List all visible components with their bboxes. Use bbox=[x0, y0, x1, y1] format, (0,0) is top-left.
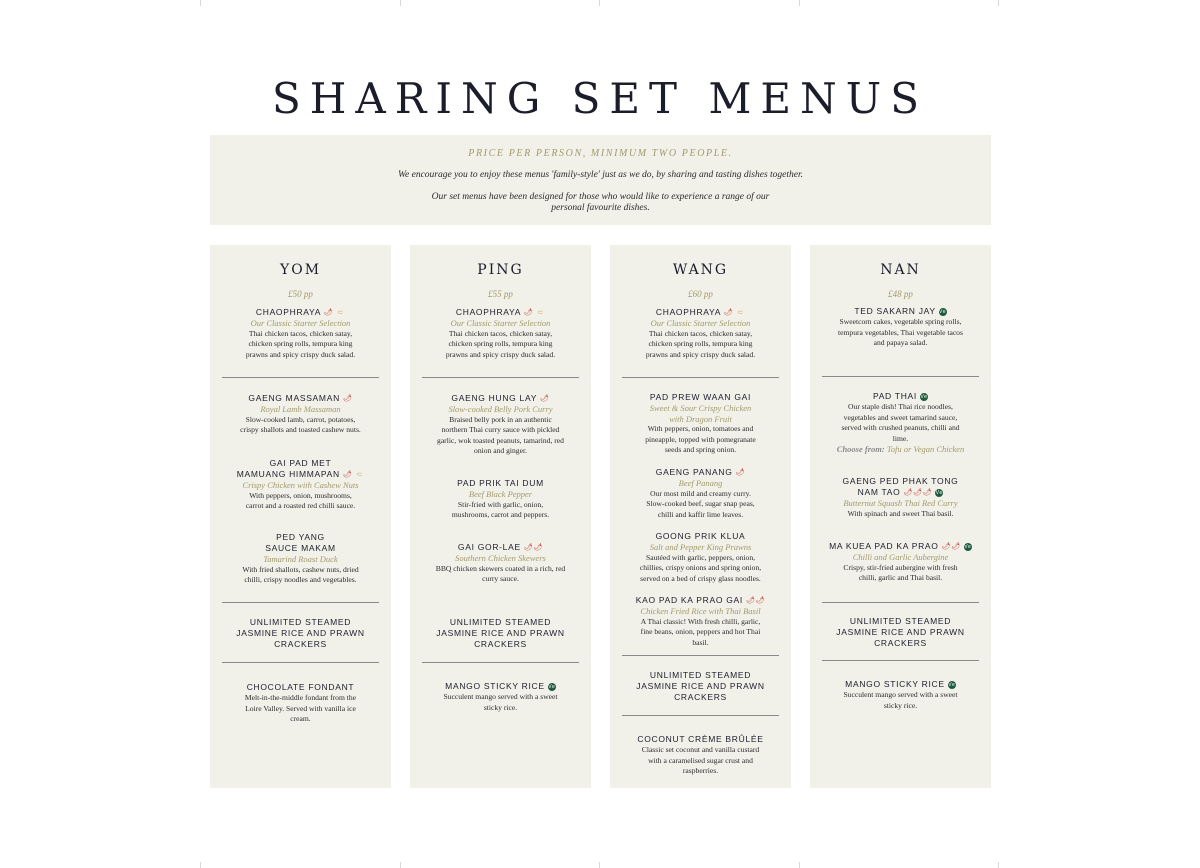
menu-item bbox=[420, 478, 581, 521]
menu-name: NAN bbox=[880, 262, 921, 278]
dish-name: GAI GOR-LAE bbox=[457, 542, 521, 552]
crop-mark bbox=[400, 862, 401, 868]
crop-mark bbox=[599, 862, 600, 868]
dish-description: BBQ chicken skewers coated in a rich, red curry sauce. bbox=[435, 563, 566, 583]
menu-item bbox=[420, 681, 581, 713]
dish-name: GOONG PRIK KLUA bbox=[655, 531, 746, 541]
chilli-icon: 🌶 bbox=[941, 543, 952, 550]
menu-name: YOM bbox=[279, 262, 322, 278]
menu-column-nan bbox=[810, 245, 991, 788]
dish-name: MANGO STICKY RICE bbox=[845, 679, 945, 689]
dish-name: GAENG PANANG bbox=[655, 467, 733, 477]
crop-mark bbox=[998, 862, 999, 868]
dish-subtitle: Royal Lamb Massaman bbox=[260, 404, 341, 414]
dish-name: PAD PREW WAAN GAI bbox=[649, 392, 752, 402]
chilli-icon: 🌶 bbox=[913, 489, 923, 496]
menu-item bbox=[220, 307, 381, 360]
menu-item bbox=[220, 532, 381, 586]
vegan-icon: Ve bbox=[948, 682, 956, 688]
dish-subtitle: Tamarind Roast Duck bbox=[263, 554, 338, 564]
menu-item bbox=[620, 531, 781, 584]
dish-description: Melt-in-the-middle fondant from the Loire Valley. Served with vanilla ice cream. bbox=[244, 693, 357, 723]
divider bbox=[822, 602, 979, 603]
page-title: SHARING SET MENUS bbox=[272, 74, 928, 123]
unlimited-rice-note: UNLIMITED STEAMED JASMINE RICE AND PRAWN CRACKERS bbox=[436, 617, 565, 649]
dish-description: Stir-fried with garlic, onion, mushrooms, carrot and peppers. bbox=[451, 499, 550, 519]
chilli-icon: 🌶 bbox=[323, 309, 334, 316]
dish-name: TED SAKARN JAY bbox=[854, 306, 936, 316]
choose-options: Tofu or Vegan Chicken bbox=[886, 444, 965, 454]
dish-name: MAMUANG HIMMAPAN bbox=[236, 469, 340, 479]
dish-name: GAENG HUNG LAY bbox=[451, 393, 537, 403]
chilli-icon: 🌶 bbox=[523, 544, 534, 551]
dish-subtitle: Chilli and Garlic Aubergine bbox=[852, 552, 949, 562]
intro-text: Our set menus have been designed for those who would like to experience a range of our personal favourite dishes. bbox=[431, 192, 770, 213]
nut-icon: ⸦ bbox=[736, 308, 746, 317]
dish-subtitle: Beef Panang bbox=[678, 478, 723, 488]
menu-item bbox=[620, 307, 781, 360]
crop-mark bbox=[400, 0, 401, 6]
menu-item bbox=[820, 541, 981, 584]
chilli-icon: 🌶 bbox=[903, 489, 914, 496]
dish-name: PAD THAI bbox=[872, 391, 917, 401]
nut-icon: ⸦ bbox=[355, 470, 365, 479]
chilli-icon: 🌶 bbox=[755, 597, 766, 604]
dish-description: Our most mild and creamy curry. Slow-cooked beef, sugar snap peas, chilli and kaffir lime leaves. bbox=[646, 488, 755, 519]
chilli-icon: 🌶 bbox=[540, 395, 550, 402]
menu-column-yom bbox=[210, 245, 391, 788]
chilli-icon: 🌶 bbox=[951, 543, 961, 550]
dish-name: GAI PAD MET bbox=[269, 458, 332, 468]
dish-subtitle: Our Classic Starter Selection bbox=[250, 318, 351, 328]
dish-name: KAO PAD KA PRAO GAI bbox=[635, 595, 743, 605]
dish-name: CHAOPHRAYA bbox=[655, 307, 721, 317]
menu-item bbox=[220, 393, 381, 436]
crop-mark bbox=[799, 862, 800, 868]
dish-subtitle: Beef Black Pepper bbox=[468, 489, 533, 499]
vegan-icon: Ve bbox=[935, 490, 943, 496]
divider bbox=[622, 377, 779, 378]
dish-subtitle: Slow-cooked Belly Pork Curry bbox=[448, 404, 553, 414]
menu-item bbox=[620, 670, 781, 703]
dish-subtitle: Salt and Pepper King Prawns bbox=[649, 542, 752, 552]
price-note: PRICE PER PERSON, MINIMUM TWO PEOPLE. bbox=[468, 148, 733, 159]
menu-item bbox=[420, 393, 581, 457]
dish-name: MA KUEA PAD KA PRAO bbox=[829, 541, 939, 551]
dish-description: Our staple dish! Thai rice noodles, vegetables and sweet tamarind sauce, served with crushed peanuts, chilli and lime. bbox=[841, 402, 960, 443]
menu-item bbox=[220, 617, 381, 650]
dish-description: Crispy, stir-fried aubergine with fresh chilli, garlic and Thai basil. bbox=[843, 562, 958, 582]
vegan-icon: Ve bbox=[920, 394, 928, 400]
dish-subtitle: Our Classic Starter Selection bbox=[450, 318, 551, 328]
dish-description: With peppers, onion, tomatoes and pineapple, topped with pomegranate seeds and spring onion. bbox=[645, 424, 756, 454]
menu-item bbox=[820, 476, 981, 519]
divider bbox=[622, 655, 779, 656]
dish-description: Sautéed with garlic, peppers, onion, chillies, crispy onions and spring onion, served on a bed of crispy glass noodles. bbox=[639, 552, 762, 583]
dish-subtitle: Our Classic Starter Selection bbox=[650, 318, 751, 328]
dish-description: Thai chicken tacos, chicken satay, chicken spring rolls, tempura king prawns and spicy crispy duck salad. bbox=[645, 328, 756, 359]
menu-name: WANG bbox=[672, 262, 729, 278]
dish-subtitle: Butternut Squash Thai Red Curry bbox=[843, 498, 958, 508]
menu-column-wang bbox=[610, 245, 791, 788]
menu-item bbox=[420, 307, 581, 360]
nut-icon: ⸦ bbox=[336, 308, 346, 317]
dish-description: Succulent mango served with a sweet sticky rice. bbox=[843, 690, 958, 710]
dish-description: Slow-cooked lamb, carrot, potatoes, crispy shallots and toasted cashew nuts. bbox=[240, 414, 361, 434]
dish-name: PAD PRIK TAI DUM bbox=[457, 478, 544, 488]
menu-item bbox=[620, 734, 781, 777]
dish-description: Thai chicken tacos, chicken satay, chicken spring rolls, tempura king prawns and spicy crispy duck salad. bbox=[245, 328, 356, 359]
dish-description: Classic set coconut and vanilla custard with a caramelised sugar crust and raspberries. bbox=[641, 745, 760, 775]
dish-name: MANGO STICKY RICE bbox=[445, 681, 545, 691]
menu-item bbox=[420, 542, 581, 585]
menu-item bbox=[820, 306, 981, 349]
dish-description: With spinach and sweet Thai basil. bbox=[847, 508, 954, 518]
crop-mark bbox=[599, 0, 600, 6]
chilli-icon: 🌶 bbox=[735, 469, 746, 476]
unlimited-rice-note: UNLIMITED STEAMED JASMINE RICE AND PRAWN CRACKERS bbox=[636, 670, 765, 702]
divider bbox=[822, 376, 979, 377]
menu-price: £60 pp bbox=[688, 289, 713, 299]
unlimited-rice-note: UNLIMITED STEAMED JASMINE RICE AND PRAWN CRACKERS bbox=[836, 616, 965, 648]
dish-subtitle: Crispy Chicken with Cashew Nuts bbox=[242, 480, 359, 490]
intro-text: We encourage you to enjoy these menus 'family-style' just as we do, by sharing and tasting dishes together. bbox=[397, 170, 804, 180]
dish-description: Succulent mango served with a sweet sticky rice. bbox=[443, 692, 558, 712]
vegan-icon: Ve bbox=[964, 544, 972, 550]
dish-name: COCONUT CRÈME BRÛLÉE bbox=[637, 734, 764, 744]
dish-subtitle: Southern Chicken Skewers bbox=[455, 553, 546, 563]
chilli-icon: 🌶 bbox=[922, 489, 933, 496]
crop-mark bbox=[799, 0, 800, 6]
unlimited-rice-note: UNLIMITED STEAMED JASMINE RICE AND PRAWN CRACKERS bbox=[236, 617, 365, 649]
dish-name: CHOCOLATE FONDANT bbox=[246, 682, 355, 692]
chilli-icon: 🌶 bbox=[342, 471, 353, 478]
menu-price: £55 pp bbox=[488, 289, 513, 299]
menu-name: PING bbox=[477, 262, 524, 278]
menu-item bbox=[820, 391, 981, 455]
chilli-icon: 🌶 bbox=[746, 597, 756, 604]
vegan-icon: Ve bbox=[939, 309, 947, 315]
chilli-icon: 🌶 bbox=[523, 309, 534, 316]
dish-description: Braised belly pork in an authentic northern Thai curry sauce with pickled garlic, wok toasted peanuts, tamarind, red onion and ginger. bbox=[437, 414, 564, 455]
divider bbox=[222, 662, 379, 663]
divider bbox=[222, 602, 379, 603]
intro-panel bbox=[210, 135, 991, 225]
dish-name: SAUCE MAKAM bbox=[265, 543, 336, 553]
dish-name: CHAOPHRAYA bbox=[255, 307, 321, 317]
dish-description: With fried shallots, cashew nuts, dried chilli, crispy noodles and vegetables. bbox=[242, 564, 359, 584]
dish-name: NAM TAO bbox=[857, 487, 901, 497]
menu-item bbox=[220, 682, 381, 725]
dish-name: PED YANG bbox=[276, 532, 325, 542]
menu-item bbox=[820, 679, 981, 711]
divider bbox=[222, 377, 379, 378]
divider bbox=[422, 377, 579, 378]
chilli-icon: 🌶 bbox=[342, 395, 353, 402]
crop-mark bbox=[200, 0, 201, 6]
dish-subtitle: Sweet & Sour Crispy Chicken with Dragon Fruit bbox=[649, 403, 752, 424]
dish-name: GAENG PED PHAK TONG bbox=[842, 476, 959, 486]
menu-column-ping bbox=[410, 245, 591, 788]
crop-mark bbox=[998, 0, 999, 6]
menu-item bbox=[420, 617, 581, 650]
menu-item bbox=[620, 392, 781, 456]
menu-price: £50 pp bbox=[288, 289, 313, 299]
dish-description: A Thai classic! With fresh chilli, garlic, fine beans, onion, peppers and hot Thai basil. bbox=[640, 616, 761, 647]
dish-description: Thai chicken tacos, chicken satay, chicken spring rolls, tempura king prawns and spicy crispy duck salad. bbox=[445, 328, 556, 359]
menu-item bbox=[220, 458, 381, 512]
menu-item bbox=[620, 467, 781, 520]
dish-description: Sweetcorn cakes, vegetable spring rolls, tempura vegetables, Thai vegetable tacos and papaya salad. bbox=[838, 317, 963, 347]
menu-item bbox=[620, 595, 781, 648]
chilli-icon: 🌶 bbox=[533, 544, 544, 551]
nut-icon: ⸦ bbox=[536, 308, 546, 317]
crop-mark bbox=[200, 862, 201, 868]
dish-name: CHAOPHRAYA bbox=[455, 307, 521, 317]
menu-item bbox=[820, 616, 981, 649]
dish-description: With peppers, onion, mushrooms, carrot and a roasted red chilli sauce. bbox=[245, 490, 356, 510]
divider bbox=[622, 715, 779, 716]
dish-name: GAENG MASSAMAN bbox=[248, 393, 340, 403]
divider bbox=[422, 662, 579, 663]
chilli-icon: 🌶 bbox=[723, 309, 734, 316]
menu-price: £48 pp bbox=[888, 289, 913, 299]
vegan-icon: Ve bbox=[548, 684, 556, 690]
dish-subtitle: Chicken Fried Rice with Thai Basil bbox=[640, 606, 761, 616]
choose-label: Choose from: bbox=[836, 444, 885, 454]
divider bbox=[822, 660, 979, 661]
